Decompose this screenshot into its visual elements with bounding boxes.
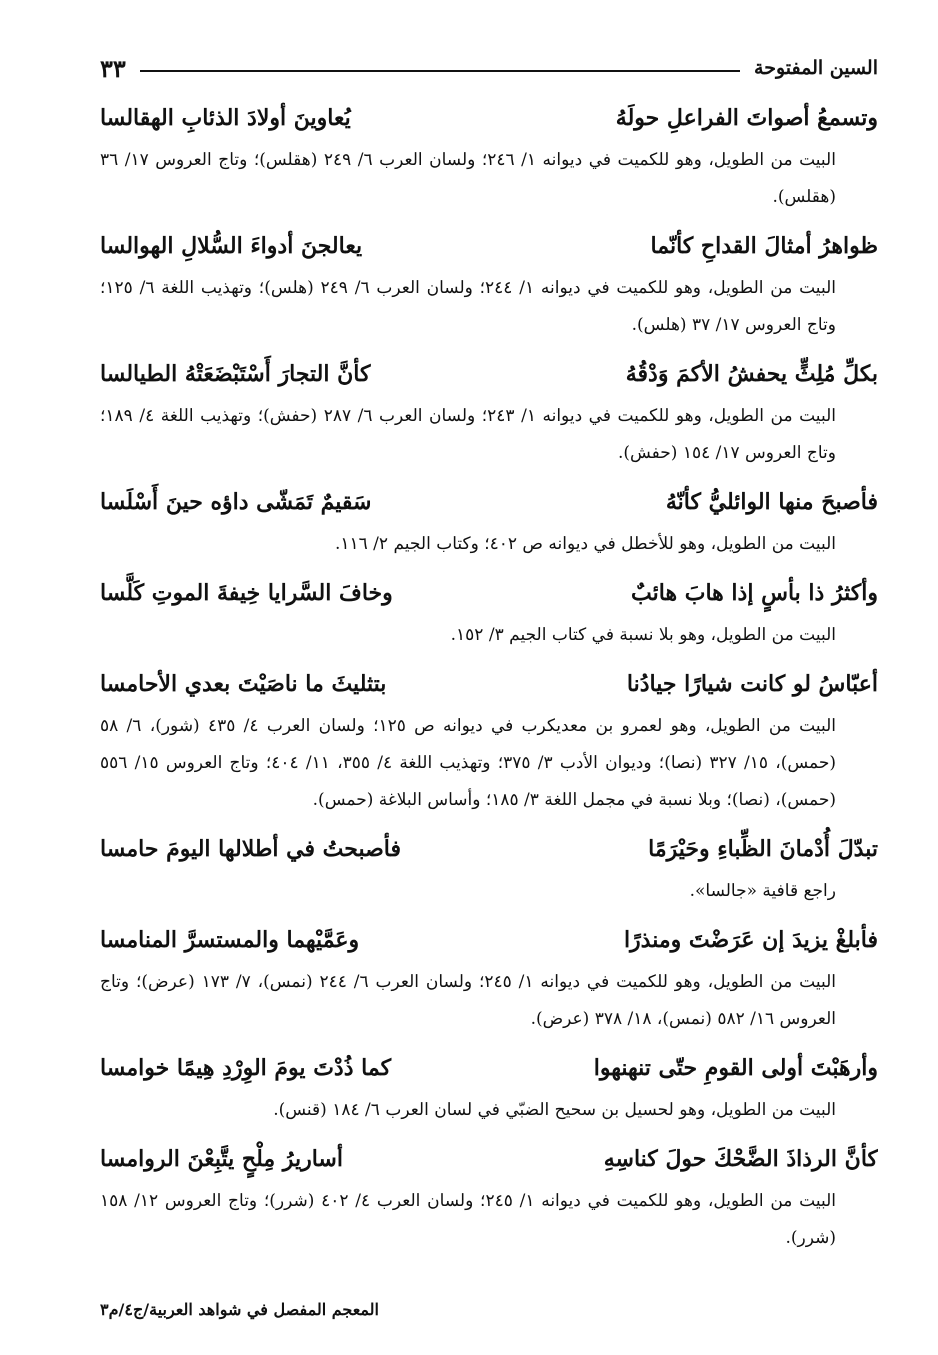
- verse-first-hemistich: بكلِّ مُلِثٍّ يحفشُ الأكمَ وَدْقُهُ: [625, 361, 878, 387]
- verse-first-hemistich: فأبلغْ يزيدَ إن عَرَضْتَ ومنذرًا: [623, 927, 878, 953]
- verse-entries: [100, 94, 878, 1263]
- verse-second-hemistich: كأنَّ التجارَ أَسْتَبْضَعَتْهُ الطيالسا: [100, 361, 371, 387]
- citation-note: البيت من الطويل، وهو لحسيل بن سحيح الضبّي في لسان العرب ٦/ ١٨٤ (قنس).: [273, 1100, 836, 1120]
- verse-entry: [100, 569, 878, 654]
- citation-note: البيت من الطويل، وهو للكميت في ديوانه ١/ ٢٤٥؛ ولسان العرب ٦/ ٢٤٤ (نمس)، ٧/ ١٧٣ (عرض)؛ وتاج العروس ١٦/ ٥٨٢ (نمس)، ١٨/ ٣٧٨ (عرض).: [100, 972, 837, 1029]
- verse-line: [100, 1044, 878, 1092]
- running-title: السين المفتوحة: [754, 57, 878, 79]
- verse-first-hemistich: تبدّلَ أُدْمانَ الظِّباءِ وحَيْرَمًا: [648, 836, 878, 862]
- book-footer: المعجم المفصل في شواهد العربية/ج٤/م٣: [100, 1300, 379, 1319]
- verse-entry: [100, 1135, 878, 1257]
- verse-first-hemistich: وأرهَبْتَ أولى القومِ حتّى تنهنهوا: [593, 1055, 878, 1081]
- citation-note: البيت من الطويل، وهو بلا نسبة في كتاب الجيم ٣/ ١٥٢.: [450, 625, 836, 645]
- citation-note: البيت من الطويل، وهو للكميت في ديوانه ١/ ٢٤٥؛ ولسان العرب ٤/ ٤٠٢ (شرر)؛ وتاج العروس ١٢/ ١٥٨ (شرر).: [100, 1191, 836, 1248]
- verse-line: [100, 569, 878, 617]
- verse-second-hemistich: وعَمَّيْهما والمستسرَّ المنامسا: [100, 927, 360, 953]
- verse-first-hemistich: أعبّاسُ لو كانت شيارًا جيادُنا: [626, 671, 878, 697]
- verse-first-hemistich: ظواهرُ أمثالَ القداحِ كأنّما: [650, 233, 878, 259]
- verse-first-hemistich: وتسمعُ أصواتَ الفراعلِ حولَهُ: [615, 105, 878, 131]
- verse-entry: [100, 350, 878, 472]
- verse-first-hemistich: كأنَّ الرذاذَ الضَّحْكَ حولَ كناسِهِ: [603, 1146, 878, 1172]
- verse-second-hemistich: يعالجنَ أدواءَ السُّلالِ الهوالسا: [100, 233, 363, 259]
- verse-first-hemistich: فأصبحَ منها الوائليُّ كأنّهُ: [665, 489, 878, 515]
- header-rule: [140, 70, 740, 72]
- verse-entry: [100, 222, 878, 344]
- verse-line: [100, 825, 878, 873]
- verse-entry: [100, 1044, 878, 1129]
- verse-entry: [100, 825, 878, 910]
- verse-second-hemistich: سَقيمٌ تَمَشّى داؤه حينَ أَسْلَسا: [100, 489, 372, 515]
- citation-note: البيت من الطويل، وهو لعمرو بن معديكرب في ديوانه ص ١٢٥؛ ولسان العرب ٤/ ٤٣٥ (شور)، ٦/ ٥٨ (حمس)، ١٥/ ٣٢٧ (نصا)؛ وديوان الأدب ٣/ ٣٧٥؛ وتهذيب اللغة ٤/ ٣٥٥، ١١/ ٤٠٤؛ وتاج العروس ١٥/ ٥٥٦ (حمس)، (نصا)؛ وبلا نسبة في مجمل اللغة ٣/ ١٨٥؛ وأساس البلاغة (حمس).: [100, 716, 837, 810]
- verse-line: [100, 1135, 878, 1183]
- verse-second-hemistich: يُعاوينَ أولادَ الذئابِ الهقالسا: [100, 105, 351, 131]
- verse-line: [100, 94, 878, 142]
- verse-line: [100, 916, 878, 964]
- citation-note: البيت من الطويل، وهو للكميت في ديوانه ١/ ٢٤٣؛ ولسان العرب ٦/ ٢٨٧ (حفش)؛ وتهذيب اللغة ٤/ ١٨٩؛ وتاج العروس ١٧/ ١٥٤ (حفش).: [100, 406, 836, 463]
- verse-second-hemistich: فأصبحتُ في أطلالها اليومَ حامسا: [100, 836, 401, 862]
- verse-second-hemistich: بتثليثَ ما ناصَيْتَ بعدي الأحامسا: [100, 671, 387, 697]
- verse-line: [100, 660, 878, 708]
- citation-note: البيت من الطويل، وهو للأخطل في ديوانه ص ٤٠٢؛ وكتاب الجيم ٢/ ١١٦.: [334, 534, 836, 554]
- verse-entry: [100, 660, 878, 819]
- verse-entry: [100, 478, 878, 563]
- verse-second-hemistich: كما ذُدْتَ يومَ الوِرْدِ هِيمًا خوامسا: [100, 1055, 392, 1081]
- page-header: [100, 48, 878, 88]
- verse-line: [100, 478, 878, 526]
- verse-second-hemistich: وخافَ السَّرايا خِيفةَ الموتِ كَلَّسا: [100, 580, 393, 606]
- verse-line: [100, 222, 878, 270]
- verse-entry: [100, 94, 878, 216]
- citation-note: البيت من الطويل، وهو للكميت في ديوانه ١/ ٢٤٦؛ ولسان العرب ٦/ ٢٤٩ (هقلس)؛ وتاج العروس ١٧/ ٣٦ (هقلس).: [100, 150, 836, 207]
- page-number: ٣٣: [100, 53, 126, 83]
- citation-note: البيت من الطويل، وهو للكميت في ديوانه ١/ ٢٤٤؛ ولسان العرب ٦/ ٢٤٩ (هلس)؛ وتهذيب اللغة ٦/ ١٢٥؛ وتاج العروس ١٧/ ٣٧ (هلس).: [100, 278, 836, 335]
- verse-entry: [100, 916, 878, 1038]
- verse-line: [100, 350, 878, 398]
- citation-note: راجع قافية «جالسا».: [689, 881, 836, 901]
- verse-second-hemistich: أساريرُ مِلْحٍ يتَّبِعْنَ الروامسا: [100, 1146, 343, 1172]
- verse-first-hemistich: وأكثرُ ذا بأسٍ إذا هابَ هائبٌ: [631, 580, 878, 606]
